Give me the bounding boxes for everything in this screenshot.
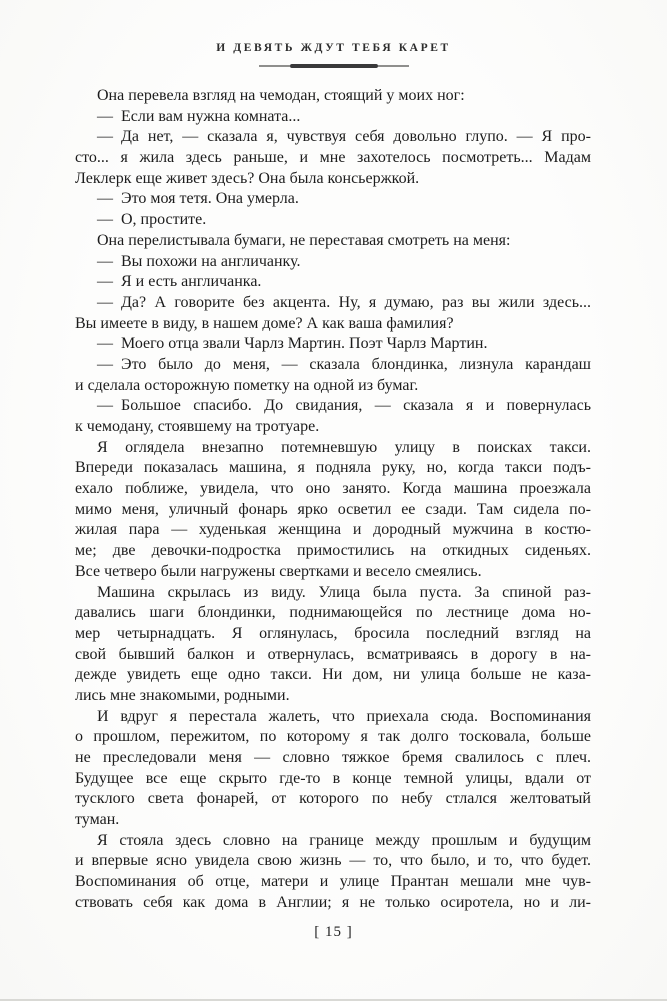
text-line: Она перелистывала бумаги, не переставая смотреть на меня:: [97, 231, 511, 249]
text-line: туман.: [75, 811, 120, 829]
text-line: лись мне знакомыми, родными.: [75, 686, 290, 704]
text-line: — Вы похожи на англичанку.: [97, 252, 301, 270]
text-line: — Это было до меня, — сказала блондинка, лизнула карандаш: [97, 355, 591, 373]
text-line: давались шаги блондинки, поднимающейся по лестнице дома но-: [75, 604, 591, 622]
text-line: — Да нет, — сказала я, чувствуя себя довольно глупо. — Я про-: [97, 128, 591, 146]
text-line: Вы имеете в виду, в нашем доме? А как ваша фамилия?: [75, 314, 454, 332]
page-number: [ 15 ]: [314, 924, 353, 940]
text-line: — Я и есть англичанка.: [97, 273, 262, 291]
text-line: дежде увидеть еще одно такси. Ни дом, ни улица больше не каза-: [75, 666, 591, 684]
body-text: [75, 86, 591, 914]
text-line: и сделала осторожную пометку на одной из бумаг.: [75, 376, 419, 394]
text-line: — Если вам нужна комната...: [97, 107, 301, 125]
text-line: Будущее все еще скрыто где-то в конце темной улицы, вдали от: [75, 769, 591, 787]
text-line: — Большое спасибо. До свидания, — сказала я и повернулась: [97, 397, 591, 415]
text-line: мер четырнадцать. Я оглянулась, бросила последний взгляд на: [75, 624, 591, 642]
text-line: к чемодану, стоявшему на тротуаре.: [75, 418, 320, 435]
text-line: о прошлом, пережитом, по которому я так долго тосковала, больше: [75, 728, 591, 746]
text-line: жилая пара — худенькая женщина и дородный мужчина в костю-: [75, 521, 591, 539]
text-line: Она перевела взгляд на чемодан, стоящий у моих ног:: [97, 87, 465, 104]
text-line: не преследовали меня — словно тяжкое бремя свалилось с плеч.: [75, 749, 591, 766]
divider-thick-center-segment: [290, 64, 378, 67]
text-line: Впереди показалась машина, я подняла руку, но, когда такси подъ-: [75, 459, 591, 477]
text-line: тусклого света фонарей, от которого по небу стлался желтоватый: [75, 790, 591, 808]
text-line: И вдруг я перестала жалеть, что приехала сюда. Воспоминания: [97, 707, 591, 725]
text-line: ехало поближе, увидела, что оно занято. Когда машина проезжала: [75, 480, 591, 498]
divider-thin-right-segment: [378, 65, 409, 67]
text-line: свой бывший балкон и отвернулась, всматриваясь в дорогу в на-: [75, 645, 591, 663]
text-line: Я стояла здесь словно на границе между прошлым и будущим: [97, 831, 591, 849]
text-line: Леклерк еще живет здесь? Она была консьержкой.: [75, 169, 420, 187]
text-line: — Да? А говорите без акцента. Ну, я думаю, раз вы жили здесь...: [97, 293, 591, 311]
text-line: мимо меня, уличный фонарь ярко осветил ее сзади. Там сидела по-: [75, 500, 591, 518]
text-line: Я оглядела внезапно потемневшую улицу в поисках такси.: [97, 438, 591, 456]
text-line: Все четверо были нагружены свертками и весело смеялись.: [75, 562, 482, 580]
text-line: ме; две девочки-подростка примостились на откидных сиденьях.: [75, 542, 591, 560]
text-line: Воспоминания об отце, матери и улице Прантан мешали мне чув-: [75, 873, 591, 891]
text-line: — О, простите.: [97, 211, 207, 229]
text-line: сто... я жила здесь раньше, и мне захотелось посмотреть... Мадам: [75, 149, 591, 167]
running-title: И ДЕВЯТЬ ЖДУТ ТЕБЯ КАРЕТ: [216, 42, 451, 54]
text-line: ствовать себя как дома в Англии; я не только осиротела, но и ли-: [75, 893, 591, 911]
divider-thin-left-segment: [259, 65, 290, 67]
text-line: — Это моя тетя. Она умерла.: [97, 190, 299, 208]
text-line: — Моего отца звали Чарлз Мартин. Поэт Чарлз Мартин.: [97, 335, 488, 353]
text-line: и впервые ясно увидела свою жизнь — то, что было, и то, что будет.: [75, 852, 591, 870]
chapter-divider-rule: [0, 62, 667, 70]
text-line: Машина скрылась из виду. Улица была пуста. За спиной раз-: [97, 583, 591, 601]
